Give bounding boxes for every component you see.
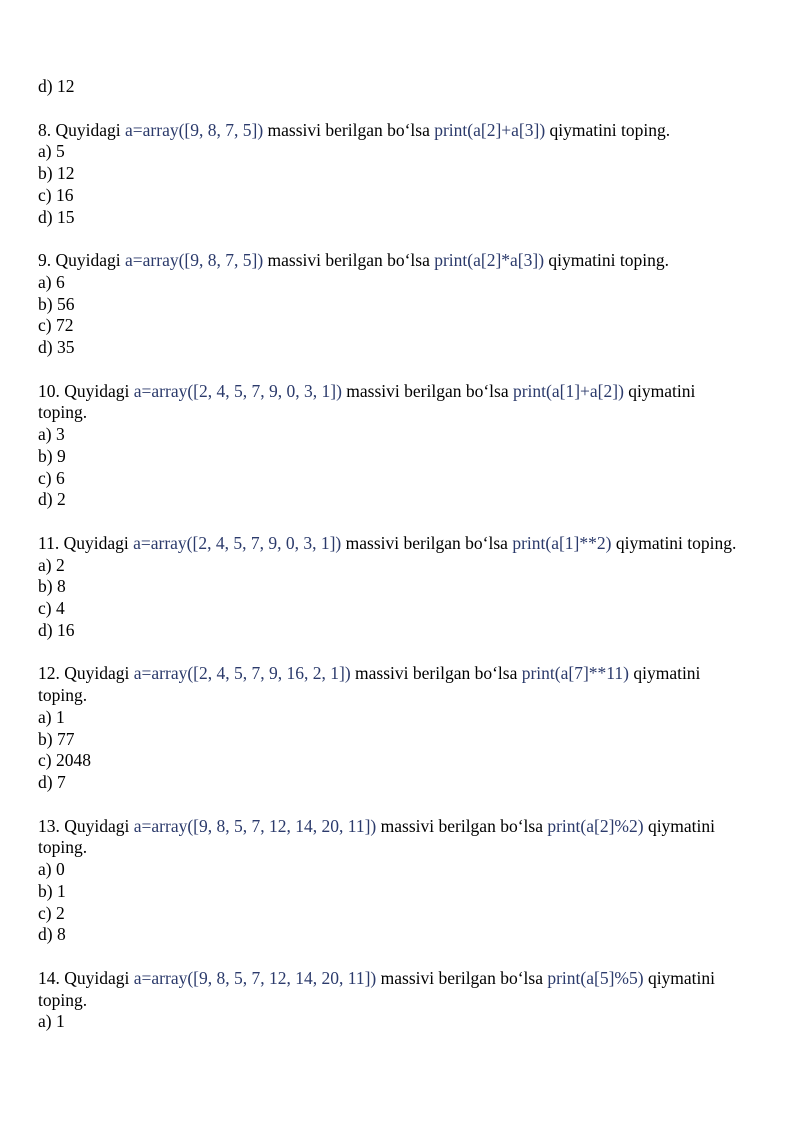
question-instruction-text: qiymatini toping. <box>38 967 716 1010</box>
answer-option: b) 56 <box>38 293 75 314</box>
question-block <box>38 381 738 533</box>
answer-option: d) 16 <box>38 619 75 640</box>
question-stem <box>38 533 738 555</box>
answer-option: a) 1 <box>38 1011 65 1032</box>
question-instruction-text: qiymatini toping. <box>38 815 716 858</box>
array-literal: a=array([9, 8, 5, 7, 12, 14, 20, 11]) <box>133 967 377 988</box>
question-block <box>38 533 738 664</box>
question-instruction-text: qiymatini toping. <box>545 119 671 140</box>
answer-option: d) 15 <box>38 206 75 227</box>
print-expression: print(a[1]+a[2]) <box>512 380 624 401</box>
answer-option: d) 2 <box>38 489 66 510</box>
question-number-text: 8. Quyidagi <box>38 119 126 140</box>
question-connector-text: massivi berilgan bo‘lsa <box>341 380 513 401</box>
question-block <box>38 250 738 381</box>
lead-option: d) 12 <box>38 76 75 96</box>
print-expression: print(a[2]*a[3]) <box>434 250 545 271</box>
document-page <box>38 76 738 1033</box>
array-literal: a=array([9, 8, 7, 5]) <box>125 250 264 271</box>
answer-option: c) 2 <box>38 902 65 923</box>
spacer <box>38 511 738 533</box>
answer-option: d) 35 <box>38 337 75 358</box>
question-number-text: 9. Quyidagi <box>38 250 126 271</box>
question-block <box>38 968 738 1033</box>
array-literal: a=array([2, 4, 5, 7, 9, 0, 3, 1]) <box>133 380 342 401</box>
answer-option: c) 16 <box>38 184 74 205</box>
question-block <box>38 816 738 968</box>
answer-option: c) 4 <box>38 598 65 619</box>
answer-option: a) 5 <box>38 141 65 162</box>
question-stem <box>38 968 738 1011</box>
question-number-text: 13. Quyidagi <box>38 815 134 836</box>
answer-option: a) 1 <box>38 706 65 727</box>
question-connector-text: massivi berilgan bo‘lsa <box>341 532 513 553</box>
answer-option: b) 8 <box>38 576 66 597</box>
answer-option: d) 7 <box>38 771 66 792</box>
spacer <box>38 641 738 663</box>
question-stem <box>38 816 738 859</box>
print-expression: print(a[7]**11) <box>521 663 629 684</box>
question-instruction-text: qiymatini toping. <box>38 663 701 706</box>
answer-option: c) 72 <box>38 315 74 336</box>
question-number-text: 14. Quyidagi <box>38 967 134 988</box>
spacer <box>38 794 738 816</box>
spacer <box>38 228 738 250</box>
array-literal: a=array([2, 4, 5, 7, 9, 0, 3, 1]) <box>133 532 342 553</box>
spacer <box>38 946 738 968</box>
spacer <box>38 359 738 381</box>
question-connector-text: massivi berilgan bo‘lsa <box>376 815 548 836</box>
answer-option: c) 2048 <box>38 750 91 771</box>
array-literal: a=array([9, 8, 5, 7, 12, 14, 20, 11]) <box>133 815 377 836</box>
print-expression: print(a[2]%2) <box>547 815 644 836</box>
answer-option: d) 8 <box>38 924 66 945</box>
question-number-text: 12. Quyidagi <box>38 663 134 684</box>
answer-option: b) 1 <box>38 880 66 901</box>
answer-option: b) 9 <box>38 445 66 466</box>
question-stem <box>38 250 738 272</box>
question-block <box>38 663 738 815</box>
question-instruction-text: qiymatini toping. <box>38 380 696 423</box>
answer-option: a) 0 <box>38 859 65 880</box>
answer-option: b) 77 <box>38 728 75 749</box>
answer-option: a) 2 <box>38 554 65 575</box>
array-literal: a=array([9, 8, 7, 5]) <box>125 119 264 140</box>
question-stem <box>38 120 738 142</box>
question-connector-text: massivi berilgan bo‘lsa <box>263 119 435 140</box>
answer-option: c) 6 <box>38 467 65 488</box>
question-instruction-text: qiymatini toping. <box>544 250 669 271</box>
array-literal: a=array([2, 4, 5, 7, 9, 16, 2, 1]) <box>133 663 351 684</box>
question-connector-text: massivi berilgan bo‘lsa <box>376 967 548 988</box>
question-stem <box>38 663 738 706</box>
question-connector-text: massivi berilgan bo‘lsa <box>263 250 435 271</box>
question-number-text: 11. Quyidagi <box>38 532 134 553</box>
question-block <box>38 120 738 251</box>
question-stem <box>38 381 738 424</box>
question-list <box>38 120 738 1033</box>
answer-option: a) 6 <box>38 271 65 292</box>
answer-option: a) 3 <box>38 424 65 445</box>
question-instruction-text: qiymatini toping. <box>611 532 737 553</box>
spacer <box>38 98 738 120</box>
answer-option: b) 12 <box>38 163 75 184</box>
question-number-text: 10. Quyidagi <box>38 380 134 401</box>
print-expression: print(a[2]+a[3]) <box>434 119 546 140</box>
print-expression: print(a[1]**2) <box>512 532 612 553</box>
print-expression: print(a[5]%5) <box>547 967 644 988</box>
question-connector-text: massivi berilgan bo‘lsa <box>350 663 522 684</box>
